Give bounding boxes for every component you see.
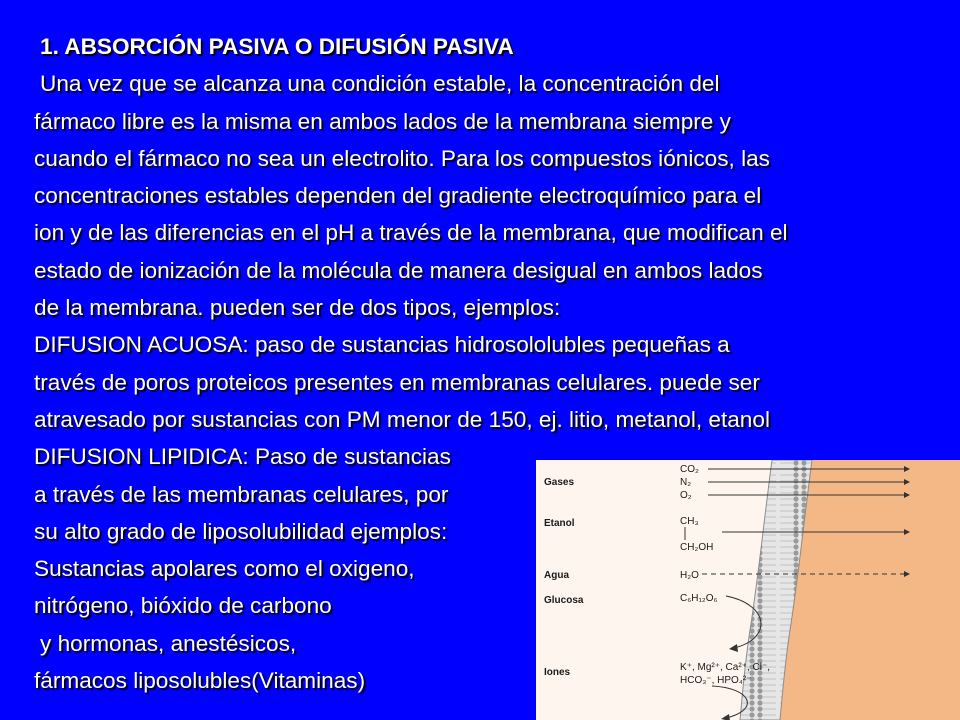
chem-o2: O₂ — [680, 490, 692, 501]
label-etanol: Etanol — [544, 518, 575, 529]
glucose-arrowhead — [729, 644, 738, 652]
text-line-aqueous-diffusion: DIFUSION ACUOSA: paso de sustancias hidrosololubles pequeñas a — [34, 332, 730, 358]
membrane-diagram — [536, 460, 960, 720]
text-line: Sustancias apolares como el oxigeno, — [34, 556, 415, 582]
label-iones: Iones — [544, 667, 571, 678]
chem-ions-line1: K⁺, Mg²⁺, Ca²⁺, Cl⁻, — [680, 662, 771, 673]
membrane-diffusion-figure — [536, 460, 960, 720]
chem-ch2oh: CH₂OH — [680, 542, 714, 553]
ions-arrowhead — [721, 714, 730, 720]
text-line: y hormonas, anestésicos, — [40, 630, 297, 656]
text-line: estado de ionización de la molécula de manera desigual en ambos lados — [34, 257, 763, 283]
chem-glucose: C₆H₁₂O₆ — [680, 593, 718, 604]
section-title: 1. ABSORCIÓN PASIVA O DIFUSIÓN PASIVA — [40, 34, 514, 59]
text-line-lipid-diffusion: DIFUSION LIPIDICA: Paso de sustancias — [34, 444, 451, 470]
label-gases: Gases — [544, 477, 575, 488]
text-line: concentraciones estables dependen del gradiente electroquímico para el — [34, 183, 762, 209]
text-line: de la membrana. pueden ser de dos tipos, ejemplos: — [34, 295, 561, 321]
text-line: ion y de las diferencias en el pH a través de la membrana, que modifican el — [34, 220, 788, 246]
text-line: nitrógeno, bióxido de carbono — [34, 593, 332, 619]
text-line: Una vez que se alcanza una condición estable, la concentración del — [40, 71, 720, 97]
text-line: su alto grado de liposolubilidad ejemplos: — [34, 518, 448, 544]
label-glucosa: Glucosa — [544, 595, 584, 606]
text-line: fármaco libre es la misma en ambos lados de la membrana siempre y — [34, 108, 731, 134]
text-line: atravesado por sustancias con PM menor de 150, ej. litio, metanol, etanol — [34, 406, 770, 432]
text-line: fármacos liposolubles(Vitaminas) — [34, 668, 366, 694]
label-agua: Agua — [544, 570, 569, 581]
chem-ions-line2: HCO₃⁻, HPO₄²⁻ — [680, 675, 752, 686]
chem-n2: N₂ — [680, 477, 692, 488]
chem-co2: CO₂ — [680, 464, 699, 475]
text-line: través de poros proteicos presentes en membranas celulares. puede ser — [34, 369, 760, 395]
text-line: cuando el fármaco no sea un electrolito. Para los compuestos iónicos, las — [34, 145, 770, 171]
chem-h2o: H₂O — [680, 570, 699, 581]
chem-ch3: CH₃ — [680, 516, 699, 527]
text-line: a través de las membranas celulares, por — [34, 481, 449, 507]
